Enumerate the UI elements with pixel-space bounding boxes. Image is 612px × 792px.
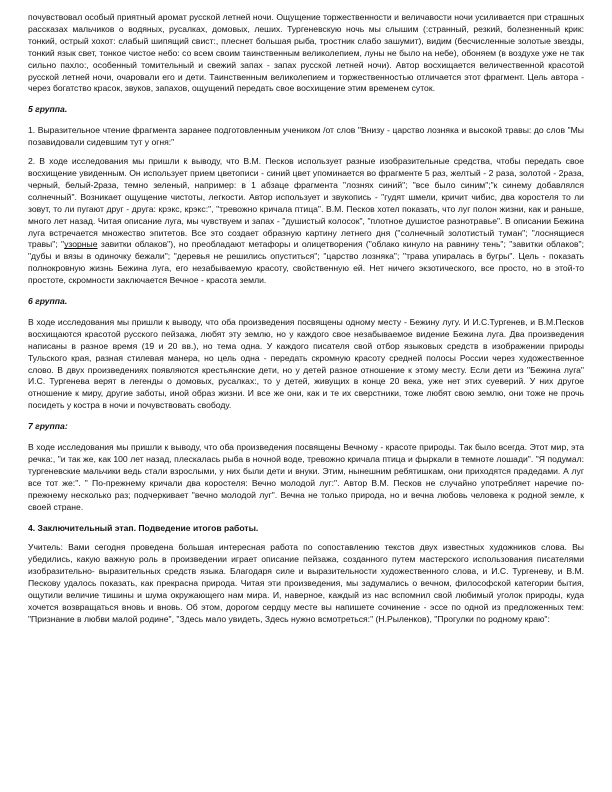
intro-paragraph: почувствовал особый приятный аромат русской летней ночи. Ощущение торжественности и величавости ночи усиливается при страшных рассказах мальчиков о водяных, русалках, домовых, леших. Тургеневскую ночь мы слышим (:странный, резкий, болезненный крик: тонкий, острый хохот: слабый шипящий свист:, плеснет большая рыба, тростник слабо зашумит), видим (бесчисленные золотые звезды, тонкий язык свет, тонкое чистое небо: со всем своим таинственным великолепием, луны не было на небе), обоняем (в воздухе уже не так сильно пахло:, особенный томительный и свежий запах - запах русской летней ночи). Автор восхищается величественной красотой русской летней ночи, очаровали его и дети. Таинственным великолепием и торжественностью отличается этот фрагмент. Цель автора - через богатство красок, звуков, запахов, ощущений передать свое восхищение этим временем суток. — [28, 12, 584, 94]
group-5-heading: 5 группа. — [28, 104, 68, 115]
group-5-paragraph-2 — [28, 156, 584, 287]
underlined-word: узорные — [64, 239, 98, 250]
group-5-paragraph-2-text-a: 2. В ходе исследования мы пришли к выводу, что В.М. Песков использует разные изобразительные средства, чтобы передать свое восхищение увиденным. Он использует прием цветописи - синий цвет упоминается во фрагменте 5 раз, желтый - 2 раза, золотой - 2раза, черный, белый-2раза, темно зеленый, например: в 1 абзаце фрагмента "лознях синий"; "все было синим";"к синему добавлялся солнечный". Возникает ощущение чистоты, легкости. Автор использует и звукопись - "гудят шмели, кричит чибис, два коростеля то ли зовут, то ли пугают друг - друга: крэкс, крэкс:", "тревожно кричала птица". В.М. Песков хотел показать, что луг полон жизни, как и раньше, много лет назад. Читая описание луга, мы чувствуем и запах - "душистый колосок", "плотное душистое разнотравье". В описании Бежина луга встречается множество эпитетов. Все это создает образную картину летнего дня ("солнечный золотистый туман"; "лоснящиеся травы"; " — [28, 156, 584, 250]
group-7-heading: 7 группа: — [28, 421, 68, 432]
group-5-paragraph-1: 1. Выразительное чтение фрагмента заранее подготовленным учеником /от слов "Внизу - царство лозняка и высокой травы: до слов "Мы позавидовали сидевшим тут у огня:" — [28, 125, 584, 148]
group-6-paragraph: В ходе исследования мы пришли к выводу, что оба произведения посвящены одному месту - Бежину лугу. И И.С.Тургенев, и В.М.Песков восхищаются красотой русского пейзажа, любят эту землю, но у каждого свое незабываемое видение Бежина луга. Два произведения написаны в разное время (19 и 20 вв.), но тема одна. У каждого писателя свой отбор языковых средств в изображении природы Тульского края, разная стилевая манера, но цель одна - передать скромную красоту средней полосы России через художественное слово. В двух произведениях появляются крестьянские дети, но у детей разное отношение к этому месту. Если дети из "Бежина луга" И.С. Тургенева верят в легенды о домовых, русалках:, то у детей, живущих в конце 20 века, уже нет этих суеверий. У них другое отношение к миру, другие заботы, иной образ жизни. И все же они, как и те их сверстники, тоже любят свою землю, они тоже не прочь посидеть у костра в ночи и почувствовать свободу. — [28, 316, 584, 411]
section-4-heading: 4. Заключительный этап. Подведение итогов работы. — [28, 522, 259, 533]
document-page — [28, 12, 584, 633]
section-4-paragraph: Учитель: Вами сегодня проведена большая интересная работа по сопоставлению текстов двух известных художников слова. Вы убедились, какую важную роль в произведении играет описание пейзажа, созданного путем мастерского использования писателями изобразительно- выразительных средств языка. Благодаря силе и выразительности художественного слова, и И.С. Тургеневу, и В.М. Пескову удалось показать, как прекрасна природа. Читая эти произведения, мы задумались о вечном, философской категории бытия, ощутили величие тишины и шума окружающего нам мира. И, наверное, каждый из нас вспомнил свой любимый уголок природы, куда хочется возвращаться вновь и вновь. Об этом, дорогом сердцу месте вы напишете сочинение - эссе по одной из предложенных тем: "Признание в любви малой родине", "Здесь мало увидеть, Здесь нужно всмотреться:" (Н.Рыленков), "Прогулки по родному краю": — [28, 542, 584, 624]
group-7-paragraph: В ходе исследования мы пришли к выводу, что оба произведения посвящены Вечному - красоте природы. Так было всегда. Этот мир, эта речка:, "и так же, как 100 лет назад, плескалась рыба в ночной воде, тревожно кричала птица и фыркали в темноте лошади". "Я подумал: тургеневские мальчики ведь стали взрослыми, у них были дети и внуки. Этим, нынешним ребятишкам, они приходятся прадедами. А луг все тот же:". " По-прежнему кричали два коростеля: Вечно молодой луг:". Автор В.М. Песков не случайно употребляет наречие по-прежнему несколько раз; подчеркивает "вечно молодой луг". Вечна не только природа, но и вечна любовь человека к родной земле, к своей стране. — [28, 442, 584, 512]
group-6-heading: 6 группа. — [28, 296, 68, 307]
group-5-paragraph-2-text-b: завитки облаков"), но преобладают метафоры и олицетворения ("облако кинуло на равнину тень"; "завитки облаков"; "дубы и вязы в одиночку бежали"; "деревья не решились опуститься"; "царство лозняка"; "трава упиралась в бугры". Цель - показать полнокровную жизнь Бежина луга, его незабываемую красоту, свойственную ей. Нет ничего экзотического, все просто, но в этой-то простоте, скромности заключается Вечное - красота земли. — [28, 239, 584, 286]
